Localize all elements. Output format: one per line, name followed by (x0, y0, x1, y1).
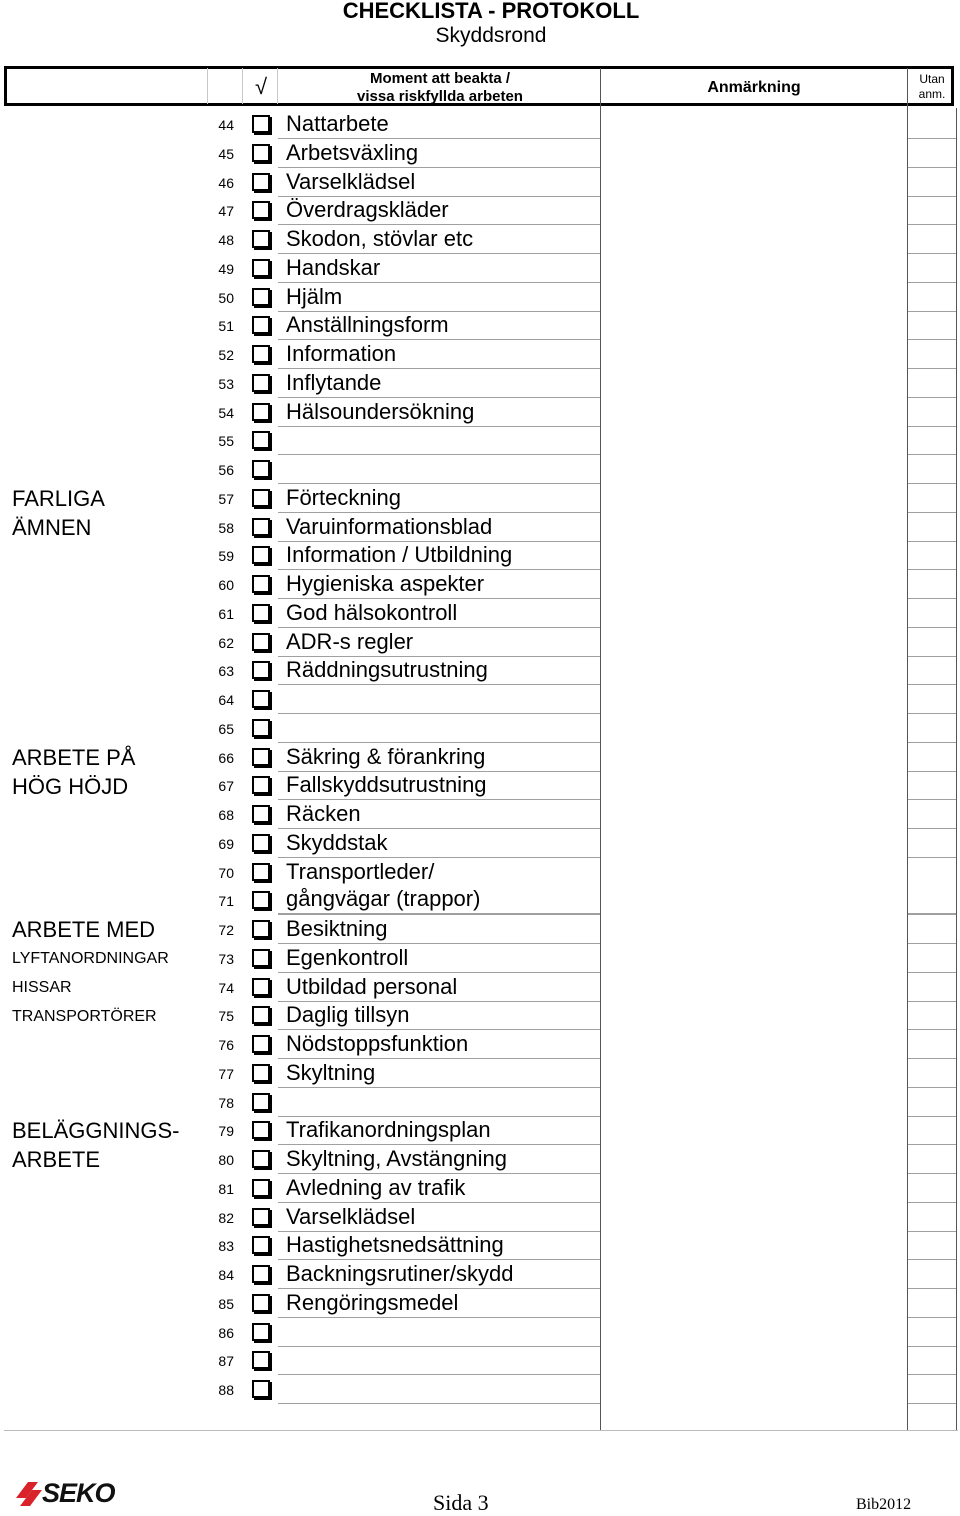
row-checkbox[interactable] (252, 1265, 270, 1283)
row-divider-no-remark (908, 282, 956, 283)
row-number: 72 (218, 922, 234, 938)
row-checkbox[interactable] (252, 489, 270, 507)
row-item-text: Avledning av trafik (286, 1174, 466, 1200)
row-checkbox[interactable] (252, 661, 270, 679)
category-label (12, 743, 135, 801)
row-checkbox[interactable] (252, 518, 270, 536)
row-number: 46 (218, 174, 234, 191)
row-item-text: Överdragskläder (286, 197, 449, 223)
row-number: 83 (218, 1238, 234, 1255)
row-checkbox[interactable] (252, 316, 270, 334)
row-checkbox[interactable] (252, 1294, 270, 1312)
row-checkbox[interactable] (252, 575, 270, 593)
no-remark-header-line-2: anm. (918, 87, 946, 101)
row-divider (278, 1346, 600, 1347)
row-item-text: Anställningsform (286, 312, 449, 338)
row-divider-no-remark (908, 857, 956, 858)
row-number: 47 (218, 203, 234, 220)
row-number: 55 (218, 433, 234, 450)
category-label-line: TRANSPORTÖRER (12, 1007, 157, 1025)
row-divider-no-remark (908, 1116, 956, 1117)
row-checkbox[interactable] (252, 978, 270, 996)
page-number: Sida 3 (433, 1490, 489, 1515)
page-subtitle: Skyddsrond (435, 24, 547, 47)
row-item-text: ADR-s regler (286, 628, 414, 654)
row-divider-no-remark (908, 1001, 956, 1002)
row-number: 59 (218, 548, 234, 565)
row-divider-no-remark (908, 426, 956, 427)
row-number: 54 (218, 404, 234, 421)
grid-line-no-remark (907, 68, 908, 1430)
row-checkbox[interactable] (252, 1006, 270, 1024)
row-checkbox[interactable] (252, 403, 270, 421)
row-checkbox[interactable] (252, 259, 270, 277)
row-checkbox[interactable] (252, 604, 270, 622)
row-divider-no-remark (908, 167, 956, 168)
row-number: 73 (218, 950, 234, 967)
grid-line-number (207, 68, 208, 104)
row-divider-no-remark (908, 1374, 956, 1375)
row-number: 62 (218, 634, 234, 651)
row-divider-no-remark (908, 1202, 956, 1203)
row-number: 50 (218, 289, 234, 306)
row-number: 88 (218, 1382, 234, 1398)
row-item-text: Förteckning (286, 484, 401, 510)
row-number: 76 (218, 1037, 234, 1053)
row-checkbox[interactable] (252, 719, 270, 737)
row-divider (278, 1087, 600, 1088)
category-label-line: ARBETE (12, 1147, 101, 1173)
category-label-line: BELÄGGNINGS- (12, 1118, 180, 1144)
category-label-line: LYFTANORDNINGAR (12, 949, 169, 967)
row-divider-no-remark (908, 1403, 956, 1404)
row-divider-no-remark (908, 1317, 956, 1318)
row-divider-no-remark (908, 512, 956, 513)
row-divider-no-remark (908, 1346, 956, 1347)
row-divider-no-remark (908, 1173, 956, 1174)
row-item-text: Information / Utbildning (286, 542, 513, 568)
row-divider (278, 713, 600, 714)
row-number: 44 (218, 117, 234, 133)
row-divider-no-remark (908, 972, 956, 973)
row-divider-no-remark (908, 914, 956, 915)
row-number: 81 (218, 1180, 234, 1197)
category-label-line: HÖG HÖJD (12, 773, 129, 799)
row-divider-no-remark (908, 799, 956, 800)
row-checkbox[interactable] (252, 431, 270, 449)
row-divider (278, 1317, 600, 1318)
row-number: 53 (218, 375, 234, 392)
row-divider-no-remark (908, 1087, 956, 1088)
row-divider-no-remark (908, 138, 956, 139)
row-divider-no-remark (908, 1288, 956, 1289)
row-number: 63 (218, 663, 234, 680)
row-divider-no-remark (908, 1259, 956, 1260)
row-number: 86 (218, 1324, 234, 1341)
row-number: 71 (218, 893, 234, 910)
row-divider-no-remark (908, 454, 956, 455)
row-item-text: Nattarbete (286, 111, 389, 136)
row-checkbox[interactable] (252, 834, 270, 852)
row-checkbox[interactable] (252, 805, 270, 823)
row-divider-no-remark (908, 684, 956, 685)
row-item-text: Hjälm (286, 283, 343, 309)
category-label (12, 484, 105, 542)
row-number: 85 (218, 1295, 234, 1312)
row-checkbox[interactable] (252, 1179, 270, 1197)
row-item-text: Fallskyddsutrustning (286, 772, 487, 798)
row-checkbox[interactable] (252, 345, 270, 363)
row-checkbox[interactable] (252, 1380, 270, 1398)
row-checkbox[interactable] (252, 748, 270, 766)
row-divider-no-remark (908, 598, 956, 599)
row-item-text: Backningsrutiner/skydd (286, 1261, 514, 1286)
row-item-text: Nödstoppsfunktion (286, 1031, 469, 1056)
row-checkbox[interactable] (252, 115, 270, 133)
row-divider-no-remark (908, 1144, 956, 1145)
row-number: 66 (218, 749, 234, 766)
row-divider-no-remark (908, 627, 956, 628)
row-item-text: Skodon, stövlar etc (286, 226, 474, 251)
row-divider (278, 684, 600, 685)
moment-column-header (280, 70, 600, 106)
row-checkbox[interactable] (252, 288, 270, 306)
row-number: 65 (218, 720, 234, 737)
row-item-text: Hälsoundersökning (286, 398, 475, 424)
row-checkbox[interactable] (252, 374, 270, 392)
row-checkbox[interactable] (252, 920, 270, 938)
grid-line-remark (600, 68, 601, 1430)
row-number: 84 (218, 1267, 234, 1283)
row-number: 74 (218, 979, 234, 996)
row-checkbox[interactable] (252, 1323, 270, 1341)
row-item-text: Räddningsutrustning (286, 657, 488, 683)
row-item-text: Varselklädsel (286, 168, 416, 194)
row-divider-no-remark (908, 771, 956, 772)
category-label-line: ÄMNEN (12, 514, 92, 540)
row-number: 70 (218, 864, 234, 881)
category-label-line: ARBETE MED (12, 917, 156, 942)
row-checkbox[interactable] (252, 1035, 270, 1053)
no-remark-column-header (908, 72, 956, 102)
row-checkbox[interactable] (252, 1121, 270, 1139)
row-item-text: Egenkontroll (286, 944, 409, 970)
row-number: 51 (218, 318, 234, 335)
row-divider-no-remark (908, 224, 956, 225)
row-checkbox[interactable] (252, 144, 270, 162)
row-number: 67 (218, 778, 234, 795)
row-number: 79 (218, 1123, 234, 1140)
row-divider-no-remark (908, 943, 956, 944)
row-number: 52 (218, 347, 234, 363)
row-divider-no-remark (908, 368, 956, 369)
row-checkbox[interactable] (252, 460, 270, 478)
row-checkbox[interactable] (252, 1236, 270, 1254)
row-divider-no-remark (908, 339, 956, 340)
row-checkbox[interactable] (252, 230, 270, 248)
row-checkbox[interactable] (252, 776, 270, 794)
row-divider-no-remark (908, 397, 956, 398)
row-checkbox[interactable] (252, 201, 270, 219)
row-number: 58 (218, 519, 234, 536)
row-checkbox[interactable] (252, 1150, 270, 1168)
row-number: 64 (218, 692, 234, 708)
row-divider-no-remark (908, 196, 956, 197)
row-checkbox[interactable] (252, 173, 270, 191)
category-label (12, 1116, 179, 1174)
row-checkbox[interactable] (252, 863, 270, 881)
row-checkbox[interactable] (252, 891, 270, 909)
row-divider-no-remark (908, 541, 956, 542)
row-checkbox[interactable] (252, 1351, 270, 1369)
category-label-line: HISSAR (12, 978, 72, 996)
row-number: 48 (218, 232, 234, 248)
row-item-text: Besiktning (286, 916, 388, 941)
row-item-text: Daglig tillsyn (286, 1002, 410, 1028)
grid-line-check (242, 68, 243, 104)
row-item-text: Skyltning, Avstängning (286, 1146, 507, 1171)
row-item-text: Skyddstak (286, 829, 388, 855)
row-checkbox[interactable] (252, 633, 270, 651)
row-divider (278, 1403, 600, 1404)
row-divider-no-remark (908, 656, 956, 657)
row-divider-no-remark (908, 483, 956, 484)
row-number: 49 (218, 260, 234, 277)
row-number: 61 (218, 605, 234, 622)
row-number: 45 (218, 145, 234, 162)
row-divider-no-remark (908, 828, 956, 829)
row-checkbox[interactable] (252, 1093, 270, 1111)
row-checkbox[interactable] (252, 1064, 270, 1082)
no-remark-header-line-1: Utan (919, 72, 945, 86)
row-number: 75 (218, 1008, 234, 1025)
row-divider-no-remark (908, 713, 956, 714)
row-item-text: Hastighetsnedsättning (286, 1232, 504, 1258)
category-label (12, 944, 169, 1031)
row-item-text: Transportleder/ (286, 858, 435, 884)
category-label-line: FARLIGA (12, 485, 105, 511)
row-checkbox[interactable] (252, 546, 270, 564)
category-label-line: ARBETE PÅ (12, 744, 136, 770)
row-number: 68 (218, 807, 234, 823)
row-item-text: Utbildad personal (286, 973, 458, 999)
row-divider-no-remark (908, 311, 956, 312)
row-item-text-continued: gångvägar (trappor) (286, 885, 481, 911)
row-divider-no-remark (908, 253, 956, 254)
row-number: 78 (218, 1094, 234, 1111)
grid-line-right (956, 108, 957, 1430)
row-item-text: Skyltning (286, 1059, 376, 1085)
row-divider (278, 454, 600, 455)
grid-line-moment (277, 68, 278, 104)
row-divider (278, 1374, 600, 1375)
category-label (12, 915, 155, 944)
row-item-text: Information (286, 341, 397, 366)
moment-header-line-2: vissa riskfyllda arbeten (357, 88, 523, 105)
moment-header-line-1: Moment att beakta / (369, 70, 511, 87)
row-number: 80 (218, 1152, 234, 1168)
row-divider-no-remark (908, 742, 956, 743)
row-divider-no-remark (908, 1231, 956, 1232)
row-item-text: Handskar (286, 254, 381, 280)
row-divider (278, 426, 600, 427)
seko-logo-text: SEKO (42, 1478, 115, 1508)
remark-column-header: Anmärkning (707, 79, 801, 96)
row-item-text: Arbetsväxling (286, 139, 419, 165)
row-divider-no-remark (908, 569, 956, 570)
row-item-text: Varuinformationsblad (286, 513, 493, 539)
row-number: 69 (218, 835, 234, 852)
page-title: CHECKLISTA - PROTOKOLL (342, 0, 640, 23)
row-item-text: Hygieniska aspekter (286, 571, 485, 596)
row-item-text: Rengöringsmedel (286, 1289, 459, 1315)
row-divider-no-remark (908, 1029, 956, 1030)
row-item-text: Inflytande (286, 369, 382, 395)
row-number: 57 (218, 490, 234, 507)
row-divider-no-remark (908, 1058, 956, 1059)
row-item-text: Trafikanordningsplan (286, 1117, 491, 1143)
row-item-text: Räcken (286, 801, 361, 826)
row-item-text: Varselklädsel (286, 1203, 416, 1229)
footer-divider (4, 1430, 958, 1431)
row-number: 82 (218, 1209, 234, 1226)
row-number: 87 (218, 1353, 234, 1370)
row-checkbox[interactable] (252, 1208, 270, 1226)
row-number: 77 (218, 1065, 234, 1082)
row-number: 60 (218, 577, 234, 593)
row-checkbox[interactable] (252, 690, 270, 708)
row-checkbox[interactable] (252, 949, 270, 967)
row-item-text: Säkring & förankring (286, 743, 486, 769)
row-number: 56 (218, 462, 234, 478)
row-item-text: God hälsokontroll (286, 599, 458, 625)
check-column-header: √ (254, 74, 268, 99)
document-code: Bib2012 (856, 1496, 912, 1513)
